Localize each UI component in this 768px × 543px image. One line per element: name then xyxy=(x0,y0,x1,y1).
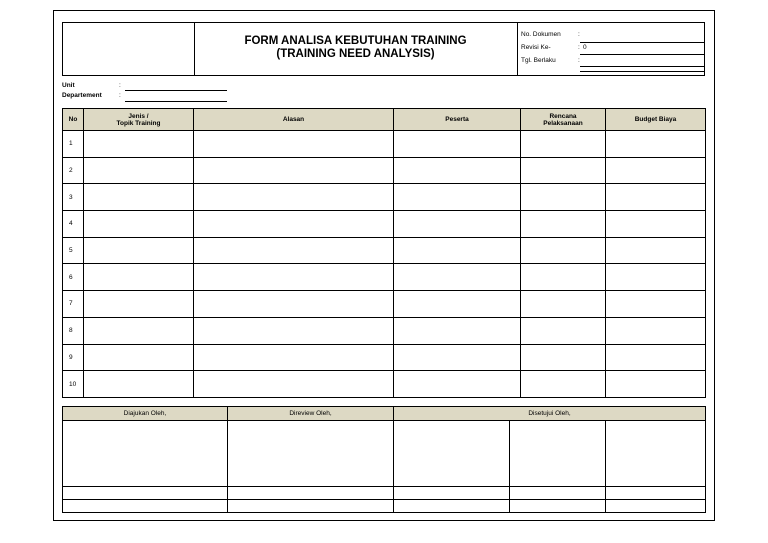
header-peserta: Peserta xyxy=(394,109,521,131)
sig-space-direview[interactable] xyxy=(228,421,394,487)
rencana-cell[interactable] xyxy=(521,184,606,211)
sig-date-direview[interactable] xyxy=(228,500,394,513)
row-number: 6 xyxy=(63,264,84,291)
topik-cell[interactable] xyxy=(84,237,194,264)
peserta-cell[interactable] xyxy=(394,157,521,184)
meta-colon-revision: : xyxy=(578,44,580,51)
revision-value: 0 xyxy=(583,44,587,51)
sig-date-disetujui-2[interactable] xyxy=(510,500,606,513)
alasan-cell[interactable] xyxy=(194,237,394,264)
header-topik-line-1: Jenis / xyxy=(128,112,149,120)
alasan-cell[interactable] xyxy=(194,317,394,344)
revision-field[interactable] xyxy=(580,54,705,55)
signature-space-row xyxy=(63,421,706,487)
budget-cell[interactable] xyxy=(606,317,706,344)
rencana-cell[interactable] xyxy=(521,344,606,371)
sig-header-diajukan: Diajukan Oleh, xyxy=(63,407,228,421)
header-topik-line-2: Topik Training xyxy=(116,119,161,127)
unit-colon: : xyxy=(119,82,121,89)
table-row xyxy=(63,291,706,318)
rencana-cell[interactable] xyxy=(521,211,606,238)
peserta-cell[interactable] xyxy=(394,344,521,371)
signature-table xyxy=(62,406,706,513)
sig-name-disetujui-2[interactable] xyxy=(510,487,606,500)
training-table xyxy=(62,108,706,398)
meta-divider xyxy=(517,23,518,75)
unit-label: Unit xyxy=(62,82,75,89)
row-number: 7 xyxy=(63,291,84,318)
header-budget: Budget Biaya xyxy=(606,109,706,131)
budget-cell[interactable] xyxy=(606,184,706,211)
effective-date-field[interactable] xyxy=(580,66,705,67)
meta-colon-effective-date: : xyxy=(578,57,580,64)
table-row xyxy=(63,237,706,264)
topik-cell[interactable] xyxy=(84,264,194,291)
alasan-cell[interactable] xyxy=(194,264,394,291)
row-number: 4 xyxy=(63,211,84,238)
title-line-2: (TRAINING NEED ANALYSIS) xyxy=(276,48,435,60)
peserta-cell[interactable] xyxy=(394,131,521,158)
table-row xyxy=(63,211,706,238)
meta-label-doc-no: No. Dokumen xyxy=(521,31,561,38)
rencana-cell[interactable] xyxy=(521,317,606,344)
sig-space-disetujui-1[interactable] xyxy=(394,421,510,487)
meta-label-effective-date: Tgl. Berlaku xyxy=(521,57,556,64)
budget-cell[interactable] xyxy=(606,371,706,398)
form-header xyxy=(62,22,705,76)
department-field[interactable] xyxy=(125,101,227,102)
department-colon: : xyxy=(119,92,121,99)
sig-date-disetujui-1[interactable] xyxy=(394,500,510,513)
signature-name-row xyxy=(63,487,706,500)
topik-cell[interactable] xyxy=(84,317,194,344)
peserta-cell[interactable] xyxy=(394,264,521,291)
header-no: No xyxy=(63,109,84,131)
alasan-cell[interactable] xyxy=(194,184,394,211)
row-number: 2 xyxy=(63,157,84,184)
peserta-cell[interactable] xyxy=(394,184,521,211)
sig-header-direview: Direview Oleh, xyxy=(228,407,394,421)
sig-name-disetujui-3[interactable] xyxy=(606,487,706,500)
table-row xyxy=(63,157,706,184)
signature-header-row xyxy=(63,407,706,421)
topik-cell[interactable] xyxy=(84,371,194,398)
header-alasan: Alasan xyxy=(194,109,394,131)
sig-space-disetujui-2[interactable] xyxy=(510,421,606,487)
row-number: 3 xyxy=(63,184,84,211)
topik-cell[interactable] xyxy=(84,211,194,238)
budget-cell[interactable] xyxy=(606,291,706,318)
sig-date-diajukan[interactable] xyxy=(63,500,228,513)
alasan-cell[interactable] xyxy=(194,344,394,371)
table-row xyxy=(63,344,706,371)
budget-cell[interactable] xyxy=(606,237,706,264)
header-rencana xyxy=(521,109,606,131)
rencana-cell[interactable] xyxy=(521,371,606,398)
topik-cell[interactable] xyxy=(84,291,194,318)
topik-cell[interactable] xyxy=(84,184,194,211)
meta-bottom-line xyxy=(580,71,705,72)
topik-cell[interactable] xyxy=(84,157,194,184)
meta-colon-doc-no: : xyxy=(578,31,580,38)
sig-header-disetujui: Disetujui Oleh, xyxy=(394,407,706,421)
header-rencana-line-2: Pelaksanaan xyxy=(543,119,583,127)
alasan-cell[interactable] xyxy=(194,291,394,318)
row-number: 8 xyxy=(63,317,84,344)
rencana-cell[interactable] xyxy=(521,264,606,291)
form-title xyxy=(194,35,517,61)
budget-cell[interactable] xyxy=(606,344,706,371)
table-row xyxy=(63,317,706,344)
sig-space-disetujui-3[interactable] xyxy=(606,421,706,487)
header-topik xyxy=(84,109,194,131)
row-number: 10 xyxy=(63,371,84,398)
topik-cell[interactable] xyxy=(84,344,194,371)
sig-space-diajukan[interactable] xyxy=(63,421,228,487)
alasan-cell[interactable] xyxy=(194,131,394,158)
rencana-cell[interactable] xyxy=(521,291,606,318)
budget-cell[interactable] xyxy=(606,211,706,238)
unit-field[interactable] xyxy=(125,90,227,91)
meta-label-revision: Revisi Ke- xyxy=(521,44,551,51)
peserta-cell[interactable] xyxy=(394,237,521,264)
rencana-cell[interactable] xyxy=(521,237,606,264)
row-number: 1 xyxy=(63,131,84,158)
header-rencana-line-1: Rencana xyxy=(549,112,577,120)
peserta-cell[interactable] xyxy=(394,371,521,398)
alasan-cell[interactable] xyxy=(194,211,394,238)
sig-name-diajukan[interactable] xyxy=(63,487,228,500)
sig-date-disetujui-3[interactable] xyxy=(606,500,706,513)
sig-name-direview[interactable] xyxy=(228,487,394,500)
rencana-cell[interactable] xyxy=(521,157,606,184)
alasan-cell[interactable] xyxy=(194,157,394,184)
table-row xyxy=(63,371,706,398)
table-row xyxy=(63,264,706,291)
row-number: 9 xyxy=(63,344,84,371)
budget-cell[interactable] xyxy=(606,157,706,184)
table-header-row xyxy=(63,109,706,131)
budget-cell[interactable] xyxy=(606,264,706,291)
doc-no-field[interactable] xyxy=(580,42,705,43)
table-row xyxy=(63,131,706,158)
topik-cell[interactable] xyxy=(84,131,194,158)
row-number: 5 xyxy=(63,237,84,264)
peserta-cell[interactable] xyxy=(394,317,521,344)
rencana-cell[interactable] xyxy=(521,131,606,158)
signature-date-row xyxy=(63,500,706,513)
alasan-cell[interactable] xyxy=(194,371,394,398)
peserta-cell[interactable] xyxy=(394,211,521,238)
sig-name-disetujui-1[interactable] xyxy=(394,487,510,500)
table-row xyxy=(63,184,706,211)
peserta-cell[interactable] xyxy=(394,291,521,318)
budget-cell[interactable] xyxy=(606,131,706,158)
title-line-1: FORM ANALISA KEBUTUHAN TRAINING xyxy=(244,35,467,47)
department-label: Departement xyxy=(62,92,102,99)
